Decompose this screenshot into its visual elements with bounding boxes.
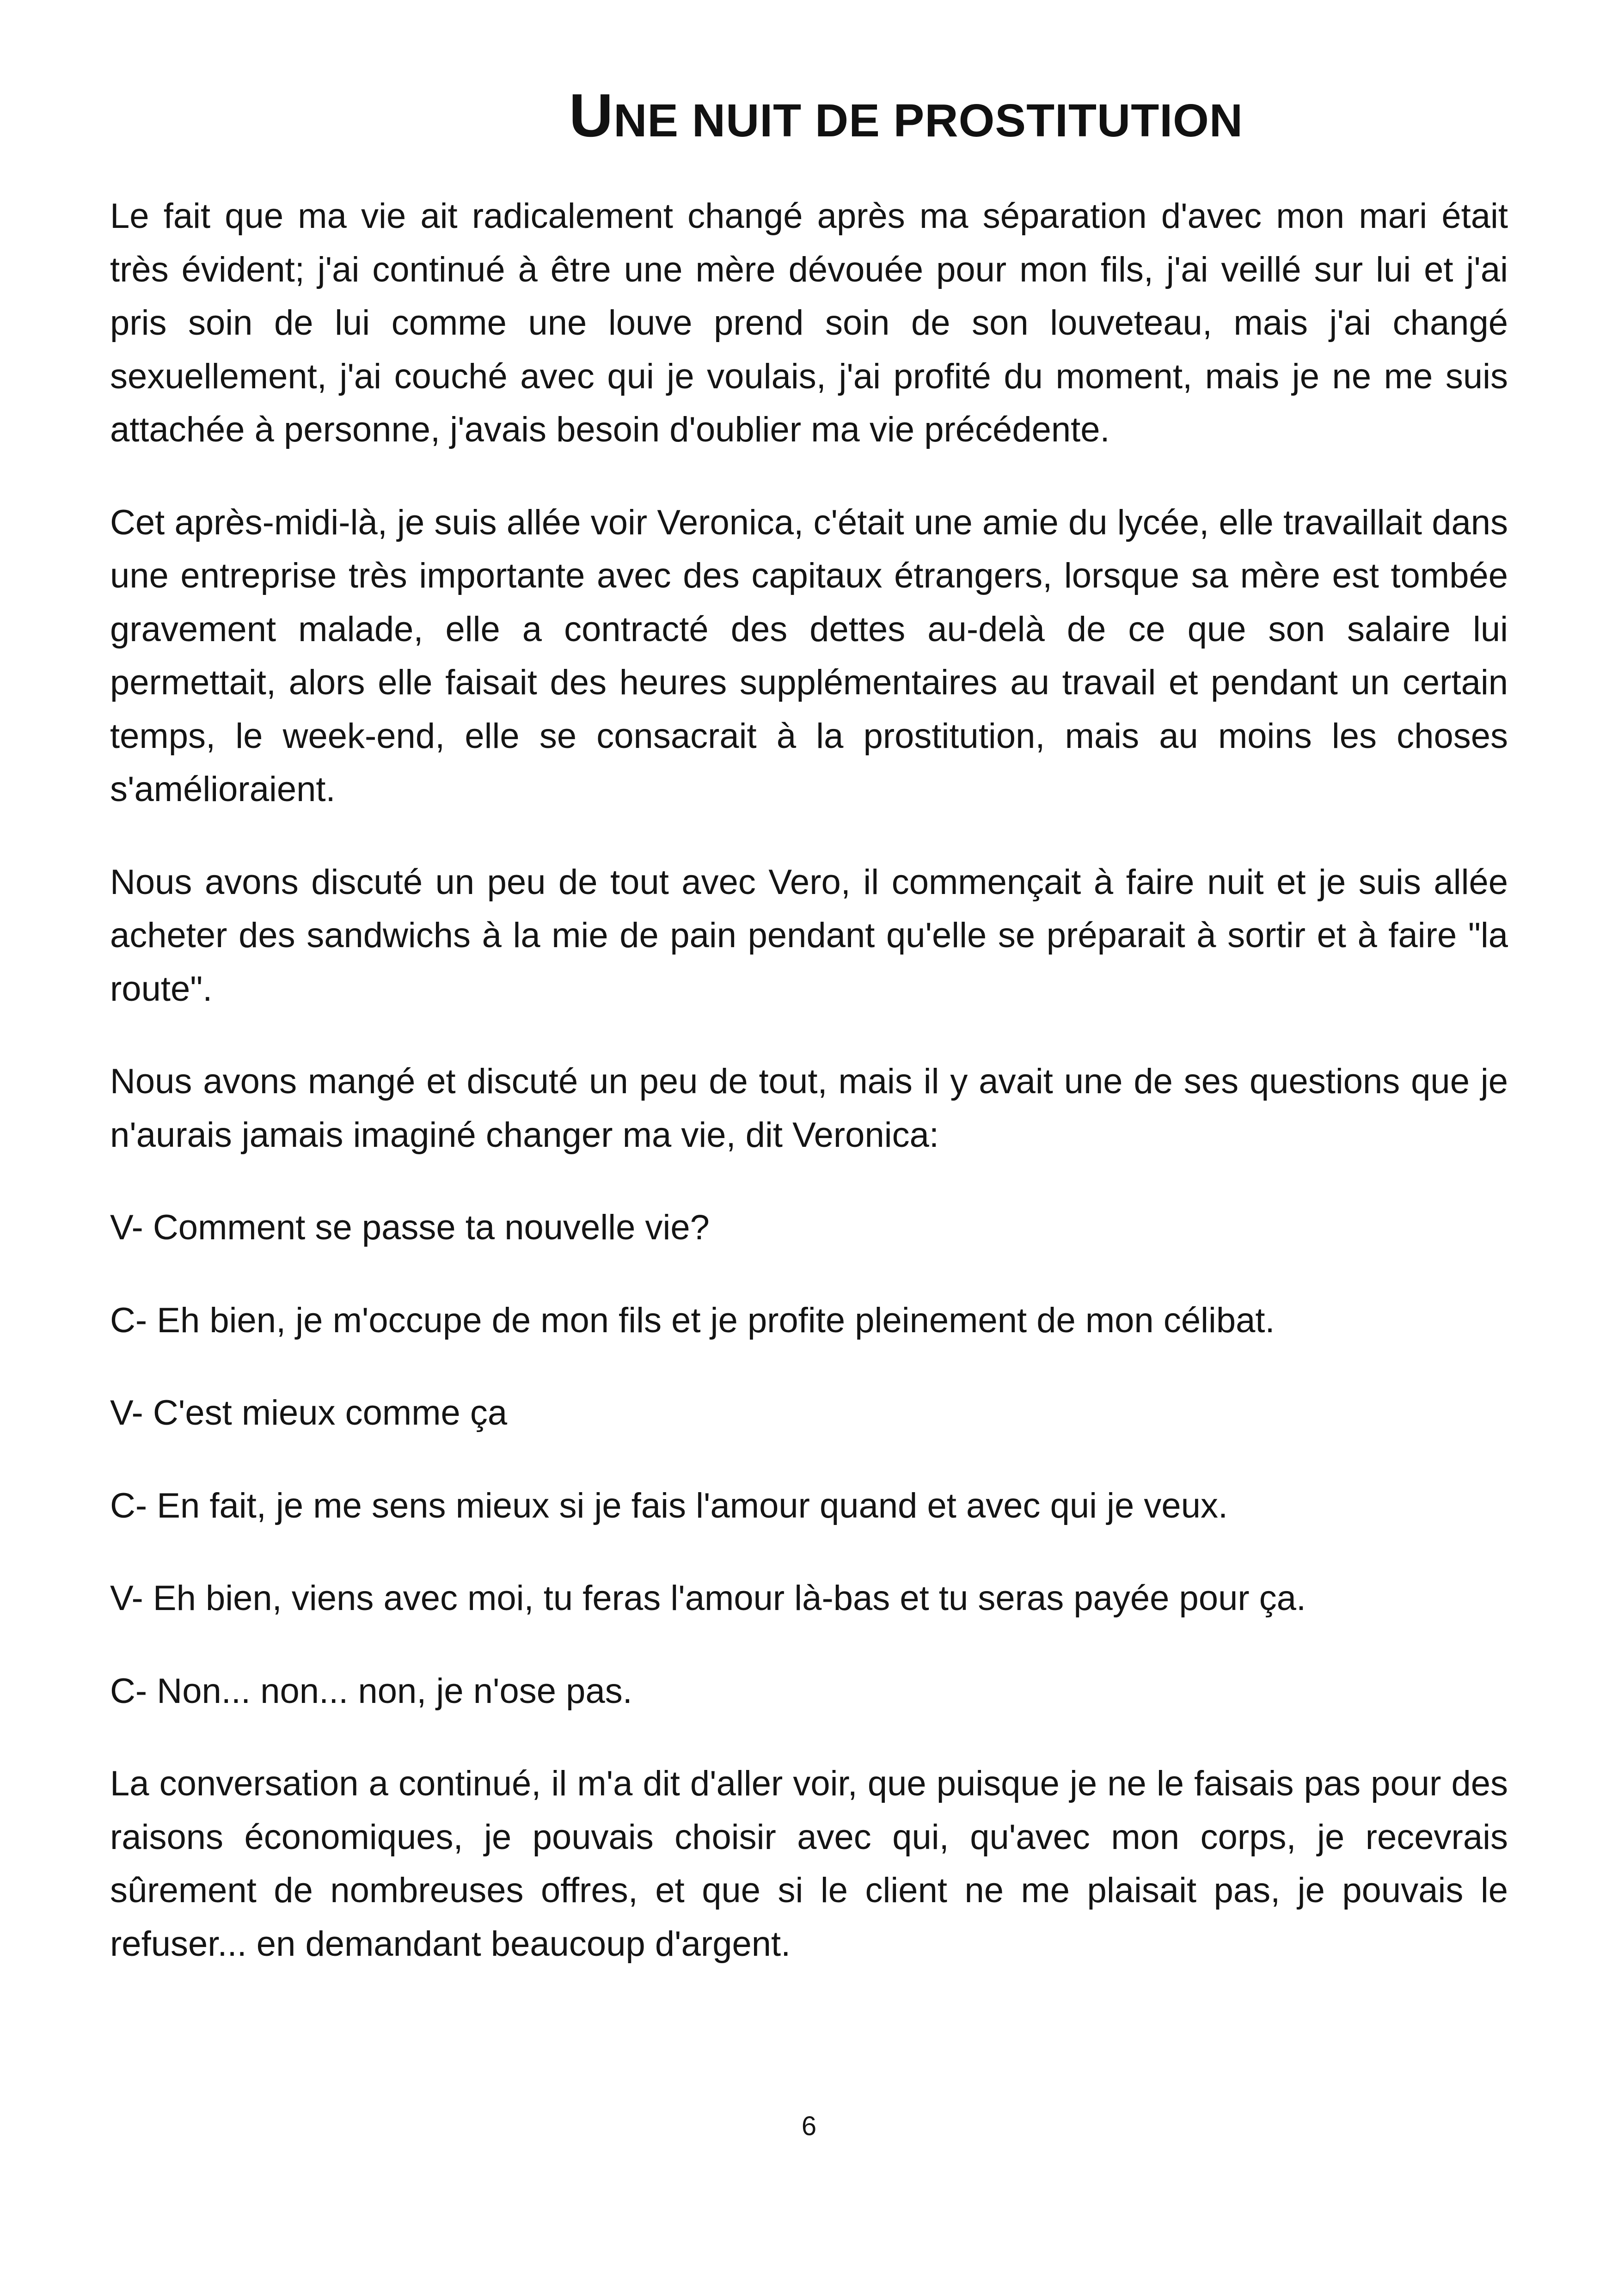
paragraph: Cet après-midi-là, je suis allée voir Veronica, c'était une amie du lycée, elle travaillait dans une entreprise très importante avec des capitaux étrangers, lorsque sa mère est tombée gravement malade, elle a contracté des dettes au-delà de ce que son salaire lui permettait, alors elle faisait des heures supplémentaires au travail et pendant un certain temps, le week-end, elle se consacrait à la prostitution, mais au moins les choses s'amélioraient.	[110, 502, 1508, 809]
dialogue-line: C- Eh bien, je m'occupe de mon fils et je profite pleinement de mon célibat.	[110, 1300, 1275, 1340]
dialogue-line: C- En fait, je me sens mieux si je fais l'amour quand et avec qui je veux.	[110, 1486, 1228, 1525]
dialogue-line: V- C'est mieux comme ça	[110, 1393, 508, 1433]
page-title	[207, 79, 1605, 158]
dialogue-line: C- Non... non... non, je n'ose pas.	[110, 1671, 632, 1711]
paragraph: Nous avons mangé et discuté un peu de tout, mais il y avait une de ses questions que je n'aurais jamais imaginé changer ma vie, dit Veronica:	[110, 1062, 1508, 1155]
title-rest: NE NUIT DE PROSTITUTION	[613, 95, 1244, 147]
body-text	[110, 190, 1508, 2010]
dialogue-line: V- Eh bien, viens avec moi, tu feras l'amour là-bas et tu seras payée pour ça.	[110, 1579, 1306, 1618]
page-number: 6	[801, 2111, 817, 2141]
paragraph: Le fait que ma vie ait radicalement changé après ma séparation d'avec mon mari était très évident; j'ai continué à être une mère dévouée pour mon fils, j'ai veillé sur lui et j'ai pris soin de lui comme une louve prend soin de son louveteau, mais j'ai changé sexuellement, j'ai couché avec qui je voulais, j'ai profité du moment, mais je ne me suis attachée à personne, j'avais besoin d'oublier ma vie précédente.	[110, 196, 1508, 449]
title-initial: U	[569, 81, 614, 149]
paragraph: Nous avons discuté un peu de tout avec Vero, il commençait à faire nuit et je suis allée acheter des sandwichs à la mie de pain pendant qu'elle se préparait à sortir et à faire "la route".	[110, 862, 1508, 1009]
dialogue-line: V- Comment se passe ta nouvelle vie?	[110, 1208, 710, 1247]
paragraph: La conversation a continué, il m'a dit d'aller voir, que puisque je ne le faisais pas pour des raisons économiques, je pouvais choisir avec qui, qu'avec mon corps, je recevrais sûrement de nombreuses offres, et que si le client ne me plaisait pas, je pouvais le refuser... en demandant beaucoup d'argent.	[110, 1764, 1508, 1964]
